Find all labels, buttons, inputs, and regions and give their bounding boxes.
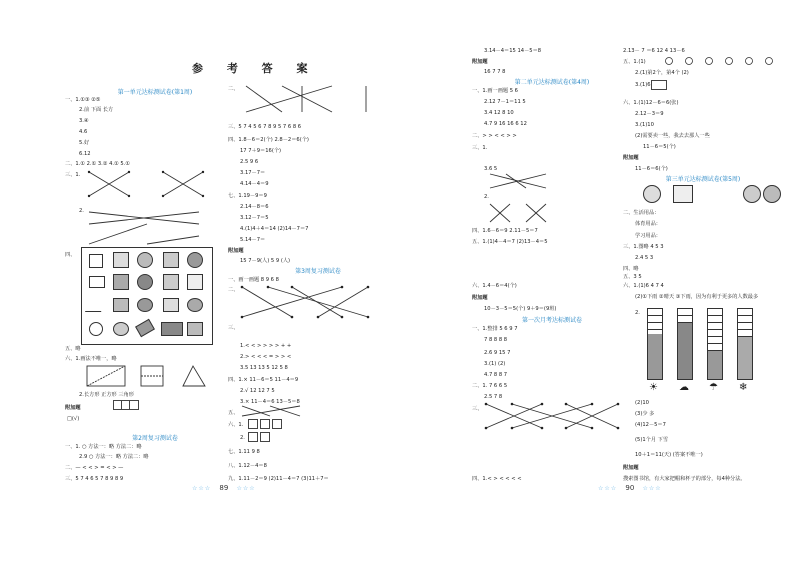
answer-line: 4.14－4＝9 [240, 181, 269, 187]
answer-line: 附加题 [623, 465, 639, 471]
category-pictures [643, 183, 773, 205]
answer-line: 八、1.12－4＝8 [228, 463, 267, 469]
object-picture [187, 252, 203, 268]
star-decoration: ☆☆☆ [598, 485, 618, 492]
answer-line: 2.14－8＝6 [240, 204, 269, 210]
object-picture [113, 322, 129, 336]
answer-line: 学习用品： [635, 233, 661, 239]
answer-line: 5.好 [79, 140, 90, 146]
answer-line: 二、生活用品： [623, 210, 660, 216]
section-heading: 第一单元达标测试卷(第1周) [117, 89, 193, 96]
answer-line: (3)少 多 [635, 411, 655, 417]
answer-line: 2. [484, 194, 489, 200]
answer-box [260, 419, 270, 429]
answer-line: 六、1.画法不唯一，略 [65, 356, 117, 362]
answer-line: 九、1.11－2＝9 (2)11－4＝7 (3)11＋7＝ [228, 476, 329, 482]
cake-picture [673, 185, 693, 203]
answer-line: 2.13－ 7 ＝6 12 4 13－6 [623, 48, 685, 54]
answer-line: 2. [79, 208, 84, 214]
answer-line: 11－6＝5(个) [643, 144, 676, 150]
matching-lines-6 [486, 170, 556, 226]
answer-line: 三、5 7 4 5 6 7 8 9 5 7 6 8 6 [228, 124, 302, 130]
matching-lines-2 [87, 206, 207, 248]
page-number-value: 89 [219, 484, 229, 492]
answer-line: 3.(1)10 [635, 122, 654, 128]
answer-box [260, 432, 270, 442]
answer-line: 三、1. [472, 145, 488, 151]
answer-line: (2)需要卖一些，我去去那人一些 [635, 133, 710, 139]
answer-line: 3.5 13 13 5 12 5 8 [240, 365, 288, 371]
star-decoration: ☆☆☆ [192, 485, 212, 492]
matching-lines-4 [238, 283, 378, 323]
answer-line: 4.(1)4＋4＝14 (2)14－7＝7 [240, 226, 309, 232]
answer-line: 五、1.(1)4－4＝7 (2)13－4＝5 [472, 239, 548, 245]
ball-picture [763, 185, 781, 203]
answer-line: 3.(1) (2) [484, 361, 506, 367]
answer-line: 五、3 5 [623, 274, 642, 280]
answer-line: 2.5 9 6 [240, 159, 259, 165]
right-page [400, 0, 800, 566]
rect-shape [89, 276, 105, 288]
answer-line: 三、 [228, 325, 239, 331]
matching-lines-3 [242, 82, 382, 118]
answer-line: 2.5 7 8 [484, 394, 503, 400]
answer-line: 附加题 [228, 248, 244, 254]
answer-line: 10＋1＝11(天) (答案不唯一) [635, 452, 703, 458]
sun-icon: ☀ [649, 382, 658, 393]
answer-line: 一、1.画一画题 5 6 [472, 88, 518, 94]
cloud-icon: ☁ [679, 382, 689, 393]
star-decoration: ☆☆☆ [236, 485, 256, 492]
answer-line: 一、画一画题 8 9 6 8 [228, 277, 279, 283]
object-picture [113, 274, 129, 290]
answer-line: 一、1.整排 5 6 9 7 [472, 326, 518, 332]
answer-line: 附加题 [472, 59, 488, 65]
matching-lines-7 [482, 400, 622, 432]
answer-line: 10－3－5＝5(个) 9＋9＝(9班) [484, 306, 557, 312]
object-picture [161, 322, 183, 336]
answer-line: 三、1. [65, 172, 81, 178]
answer-line: 3.12－7＝5 [240, 215, 269, 221]
answer-box [272, 419, 282, 429]
object-picture [163, 274, 179, 290]
answer-line: 一、1.①③ ②⑤ [65, 97, 101, 103]
toy-picture [643, 185, 661, 203]
answer-line: 2.√ 12 12 7 5 [240, 388, 275, 394]
answer-line: 3.× 11－4＝6 13－5＝8 [240, 399, 300, 405]
answer-line: 3.④ [79, 118, 89, 124]
answer-line: 体育用品： [635, 221, 661, 227]
shapes-drawing [85, 364, 225, 390]
answer-line: 六、1.4－6＝4(个) [472, 283, 517, 289]
answer-line: □(√) [67, 416, 80, 422]
answer-box [248, 432, 258, 442]
answer-line: 搜索图书馆，有大家把帽和杯子的部分，每4种分法。 [623, 476, 746, 482]
answer-line: 四、 [65, 252, 76, 258]
star-decoration: ☆☆☆ [642, 485, 662, 492]
answer-line: 6.12 [79, 151, 91, 157]
object-picture [137, 298, 153, 312]
answer-line: 四、1.8－6＝2(个) 2.8－2＝6(个) [228, 137, 309, 143]
answer-line: 7 8 8 8 8 [484, 337, 508, 343]
answer-line: 3.17－7＝ [240, 170, 266, 176]
page-number-value: 90 [625, 484, 635, 492]
weather-bar-column [737, 308, 753, 380]
object-picture [113, 252, 129, 268]
answer-line: 六、1.(1)12－6＝6(张) [623, 100, 679, 106]
answer-line: 七、1.11 9 8 [228, 449, 260, 455]
smiley-drawing [663, 56, 783, 66]
answer-line: 1.< < > > > > + + [240, 343, 292, 349]
square-shape [89, 254, 103, 268]
answer-line: 七、1.19－9＝9 [228, 193, 267, 199]
object-picture [187, 322, 203, 336]
section-heading: 第3周复习测试卷 [295, 268, 341, 275]
answer-line: 2.前 下面 长方 [79, 107, 114, 113]
matching-lines-5 [240, 404, 310, 418]
answer-line: 五、1.(1) [623, 59, 646, 65]
answer-line: 二、 [228, 287, 239, 293]
answer-line: 4.7 8 8 7 [484, 372, 508, 378]
answer-line: 二、 [228, 86, 239, 92]
object-picture [163, 298, 179, 312]
answer-line: 3.(1)6 [635, 82, 651, 88]
answer-line: 四、1.× 11－6＝5 11－4＝9 [228, 377, 299, 383]
section-heading: 第2周复习测试卷 [132, 435, 178, 442]
answer-line: 2.长方形 正方形 三角形 [79, 392, 134, 398]
section-heading: 第二单元达标测试卷(第4周) [514, 79, 590, 86]
page-number [598, 484, 662, 492]
answer-line: 六、1. [228, 422, 244, 428]
answer-line: 六、1.(1)6 4 7 4 [623, 283, 664, 289]
object-picture [113, 298, 129, 312]
answer-line: 3.14－4＝15 14－5＝8 [484, 48, 542, 54]
answer-box [129, 400, 139, 410]
answer-line: 四、1.< > < < < < [472, 476, 522, 482]
answer-line: 二、— < < > = < > — [65, 465, 124, 471]
answer-box [248, 419, 258, 429]
globe-picture [743, 185, 761, 203]
answer-line: 附加题 [65, 405, 81, 411]
object-picture [137, 274, 153, 290]
answer-line: 11－6＝6(个) [635, 166, 668, 172]
answer-line: 2. [240, 435, 245, 441]
weather-bar-column [647, 308, 663, 380]
object-picture [187, 274, 203, 290]
answer-line: 附加题 [623, 155, 639, 161]
answer-line: 二、> > < < > > [472, 133, 517, 139]
answer-line: 五、略 [65, 346, 81, 352]
answer-line: 5.14－7＝ [240, 237, 266, 243]
answer-line: 2.6 9 15 7 [484, 350, 511, 356]
answer-line: 4.7 9 16 16 6 12 [484, 121, 527, 127]
answer-line: 四、1.6－6＝9 2.11－5＝7 [472, 228, 538, 234]
answer-line: 2.12－3＝9 [635, 111, 664, 117]
answer-line: 二、1. 7 6 6 5 [472, 383, 508, 389]
rain-icon: ☂ [709, 382, 718, 393]
answer-line: (5)1个月 下雪 [635, 437, 669, 443]
object-picture [137, 252, 153, 268]
answer-line: 2. [635, 310, 640, 316]
circle-shape [89, 322, 103, 336]
answer-line: 三、 [472, 406, 483, 412]
answer-line: 附加题 [472, 295, 488, 301]
page-number [192, 484, 256, 492]
answer-box [651, 80, 667, 90]
object-picture [187, 298, 203, 312]
answer-line: 三、1.图略 4 5 3 [623, 244, 664, 250]
answer-line: (2)①下雨 ②晴天 ③下雨，因为有利于更多的人数最多 [635, 294, 759, 300]
answer-line: 2.> < < < = > > < [240, 354, 292, 360]
answer-line: 2.12 7－1＝11 5 [484, 99, 526, 105]
answer-line: 二、1.① 2.① 3.② 4.① 5.① [65, 161, 130, 167]
answer-line: 16 7 7 8 [484, 69, 506, 75]
answer-line: 四、略 [623, 266, 639, 272]
weather-bar-column [677, 308, 693, 380]
answer-line: 五、 [228, 410, 239, 416]
matching-lines-1 [85, 168, 215, 200]
answer-line: 2.9 ○ 方法一：略 方法二：略 [79, 454, 149, 460]
answer-line: 17 7＋9＝16(个) [240, 148, 282, 154]
snowflake-icon: ❄ [739, 382, 748, 393]
page-title: 参 考 答 案 [192, 62, 318, 75]
answer-line: 4.6 [79, 129, 88, 135]
answer-line: 2.(1)第2个，第4个 (2) [635, 70, 689, 76]
weather-bar-column [707, 308, 723, 380]
answer-line: (2)10 [635, 400, 649, 406]
section-heading: 第三单元达标测试卷(第5周) [665, 176, 741, 183]
answer-line: 3.4 12 8 10 [484, 110, 514, 116]
answer-line: 15 7－9(人) 5 9 (人) [240, 258, 291, 264]
answer-line: 3.6 5 [484, 166, 498, 172]
answer-line: (4)12－5＝7 [635, 422, 666, 428]
answer-line: 三、5 7 4 6 5 7 8 9 8 9 [65, 476, 124, 482]
section-heading: 第一次月考达标测试卷 [521, 317, 582, 324]
answer-line: 一、1. ○ 方法一：略 方法二：略 [65, 444, 142, 450]
answer-line: 2.4 5 3 [635, 255, 654, 261]
object-picture [163, 252, 179, 268]
